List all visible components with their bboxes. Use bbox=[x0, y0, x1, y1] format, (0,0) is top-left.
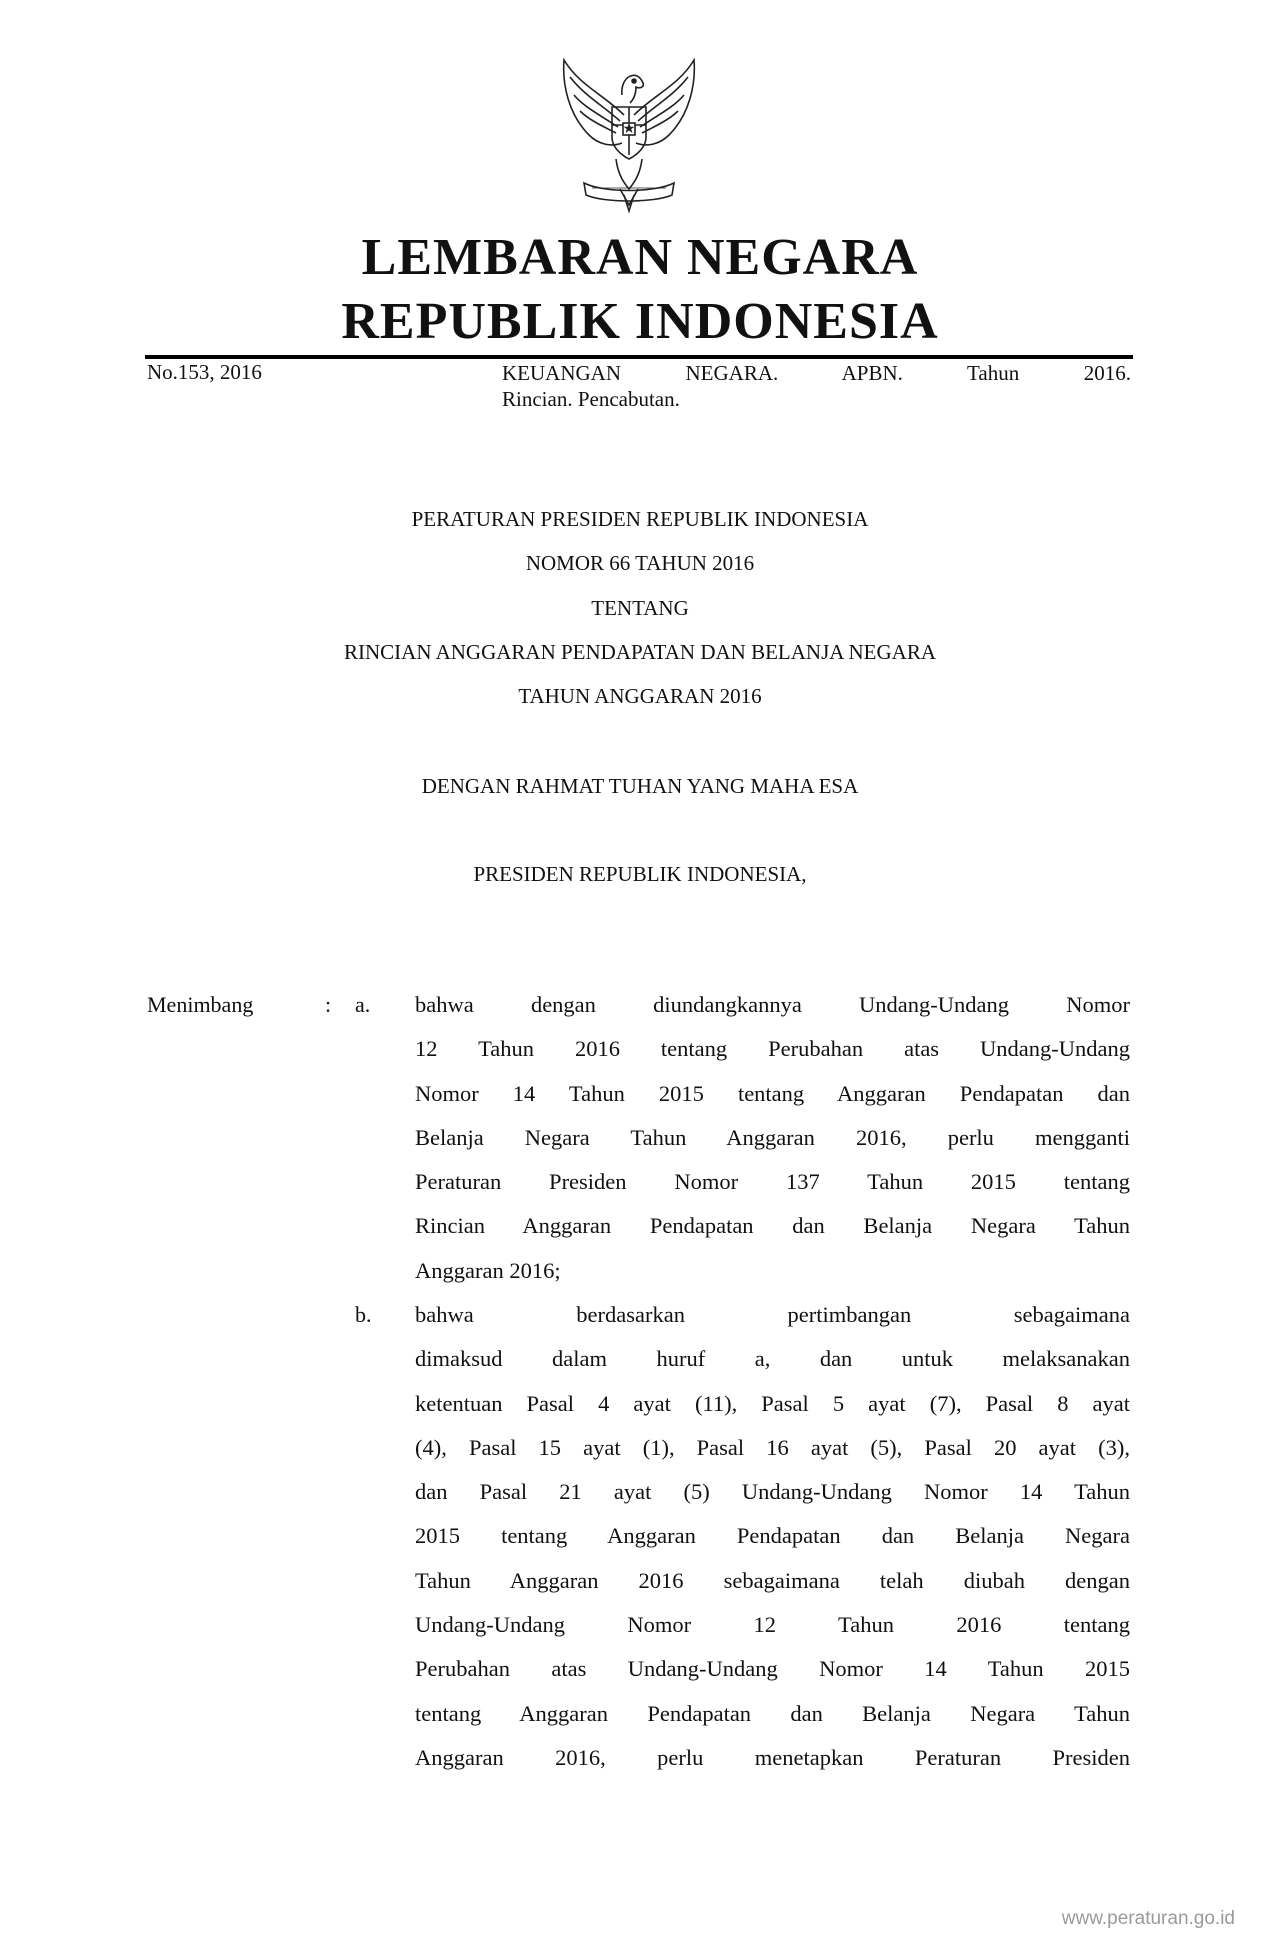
text-line: dan Pasal 21 ayat (5) Undang-Undang Nomor 14 Tahun bbox=[415, 1479, 1130, 1505]
text-line: Anggaran 2016; bbox=[415, 1257, 561, 1283]
masthead-divider bbox=[145, 355, 1133, 359]
text-line: Undang-Undang Nomor 12 Tahun 2016 tentang bbox=[415, 1612, 1130, 1638]
considering-item-b bbox=[415, 1293, 1130, 1780]
blessing-line: DENGAN RAHMAT TUHAN YANG MAHA ESA bbox=[421, 774, 859, 798]
regulation-number: NOMOR 66 TAHUN 2016 bbox=[525, 551, 755, 575]
text-line: ketentuan Pasal 4 ayat (11), Pasal 5 ayat (7), Pasal 8 ayat bbox=[415, 1390, 1130, 1416]
gazette-number: No.153, 2016 bbox=[147, 360, 262, 384]
text-line: Anggaran 2016, perlu menetapkan Peraturan Presiden bbox=[415, 1744, 1130, 1770]
president-line: PRESIDEN REPUBLIK INDONESIA, bbox=[473, 862, 807, 886]
text-line: bahwa dengan diundangkannya Undang-Undang Nomor bbox=[415, 992, 1130, 1017]
gazette-subject bbox=[502, 360, 1131, 412]
text-line: Tahun Anggaran 2016 sebagaimana telah diubah dengan bbox=[415, 1567, 1130, 1593]
text-line: 12 Tahun 2016 tentang Perubahan atas Undang-Undang bbox=[415, 1036, 1130, 1062]
subject-line: Rincian. Pencabutan. bbox=[502, 387, 680, 411]
item-marker: b. bbox=[355, 1302, 372, 1327]
considering-item-a bbox=[415, 983, 1130, 1293]
gazette-subtitle: REPUBLIK INDONESIA bbox=[341, 293, 939, 350]
text-line: (4), Pasal 15 ayat (1), Pasal 16 ayat (5), Pasal 20 ayat (3), bbox=[415, 1434, 1130, 1460]
text-line: Peraturan Presiden Nomor 137 Tahun 2015 tentang bbox=[415, 1169, 1130, 1195]
gazette-title: LEMBARAN NEGARA bbox=[361, 229, 919, 286]
source-url[interactable]: www.peraturan.go.id bbox=[1061, 1908, 1235, 1929]
text-line: 2015 tentang Anggaran Pendapatan dan Belanja Negara bbox=[415, 1523, 1130, 1549]
considering-label: Menimbang bbox=[147, 992, 254, 1017]
regulation-about: TENTANG bbox=[591, 596, 689, 620]
garuda-emblem-icon bbox=[554, 55, 704, 220]
text-line: dimaksud dalam huruf a, dan untuk melaksanakan bbox=[415, 1346, 1130, 1372]
regulation-year: TAHUN ANGGARAN 2016 bbox=[518, 684, 762, 708]
text-line: Belanja Negara Tahun Anggaran 2016, perlu mengganti bbox=[415, 1124, 1130, 1150]
text-line: Nomor 14 Tahun 2015 tentang Anggaran Pendapatan dan bbox=[415, 1080, 1130, 1106]
text-line: bahwa berdasarkan pertimbangan sebagaimana bbox=[415, 1302, 1130, 1327]
subject-line: KEUANGAN NEGARA. APBN. Tahun 2016. bbox=[502, 361, 1131, 385]
text-line: Perubahan atas Undang-Undang Nomor 14 Tahun 2015 bbox=[415, 1656, 1130, 1682]
considering-colon: : bbox=[325, 992, 332, 1017]
regulation-title: PERATURAN PRESIDEN REPUBLIK INDONESIA bbox=[411, 507, 869, 531]
regulation-subject: RINCIAN ANGGARAN PENDAPATAN DAN BELANJA NEGARA bbox=[344, 640, 936, 664]
item-marker: a. bbox=[355, 992, 371, 1017]
text-line: tentang Anggaran Pendapatan dan Belanja Negara Tahun bbox=[415, 1700, 1130, 1726]
text-line: Rincian Anggaran Pendapatan dan Belanja Negara Tahun bbox=[415, 1213, 1130, 1239]
